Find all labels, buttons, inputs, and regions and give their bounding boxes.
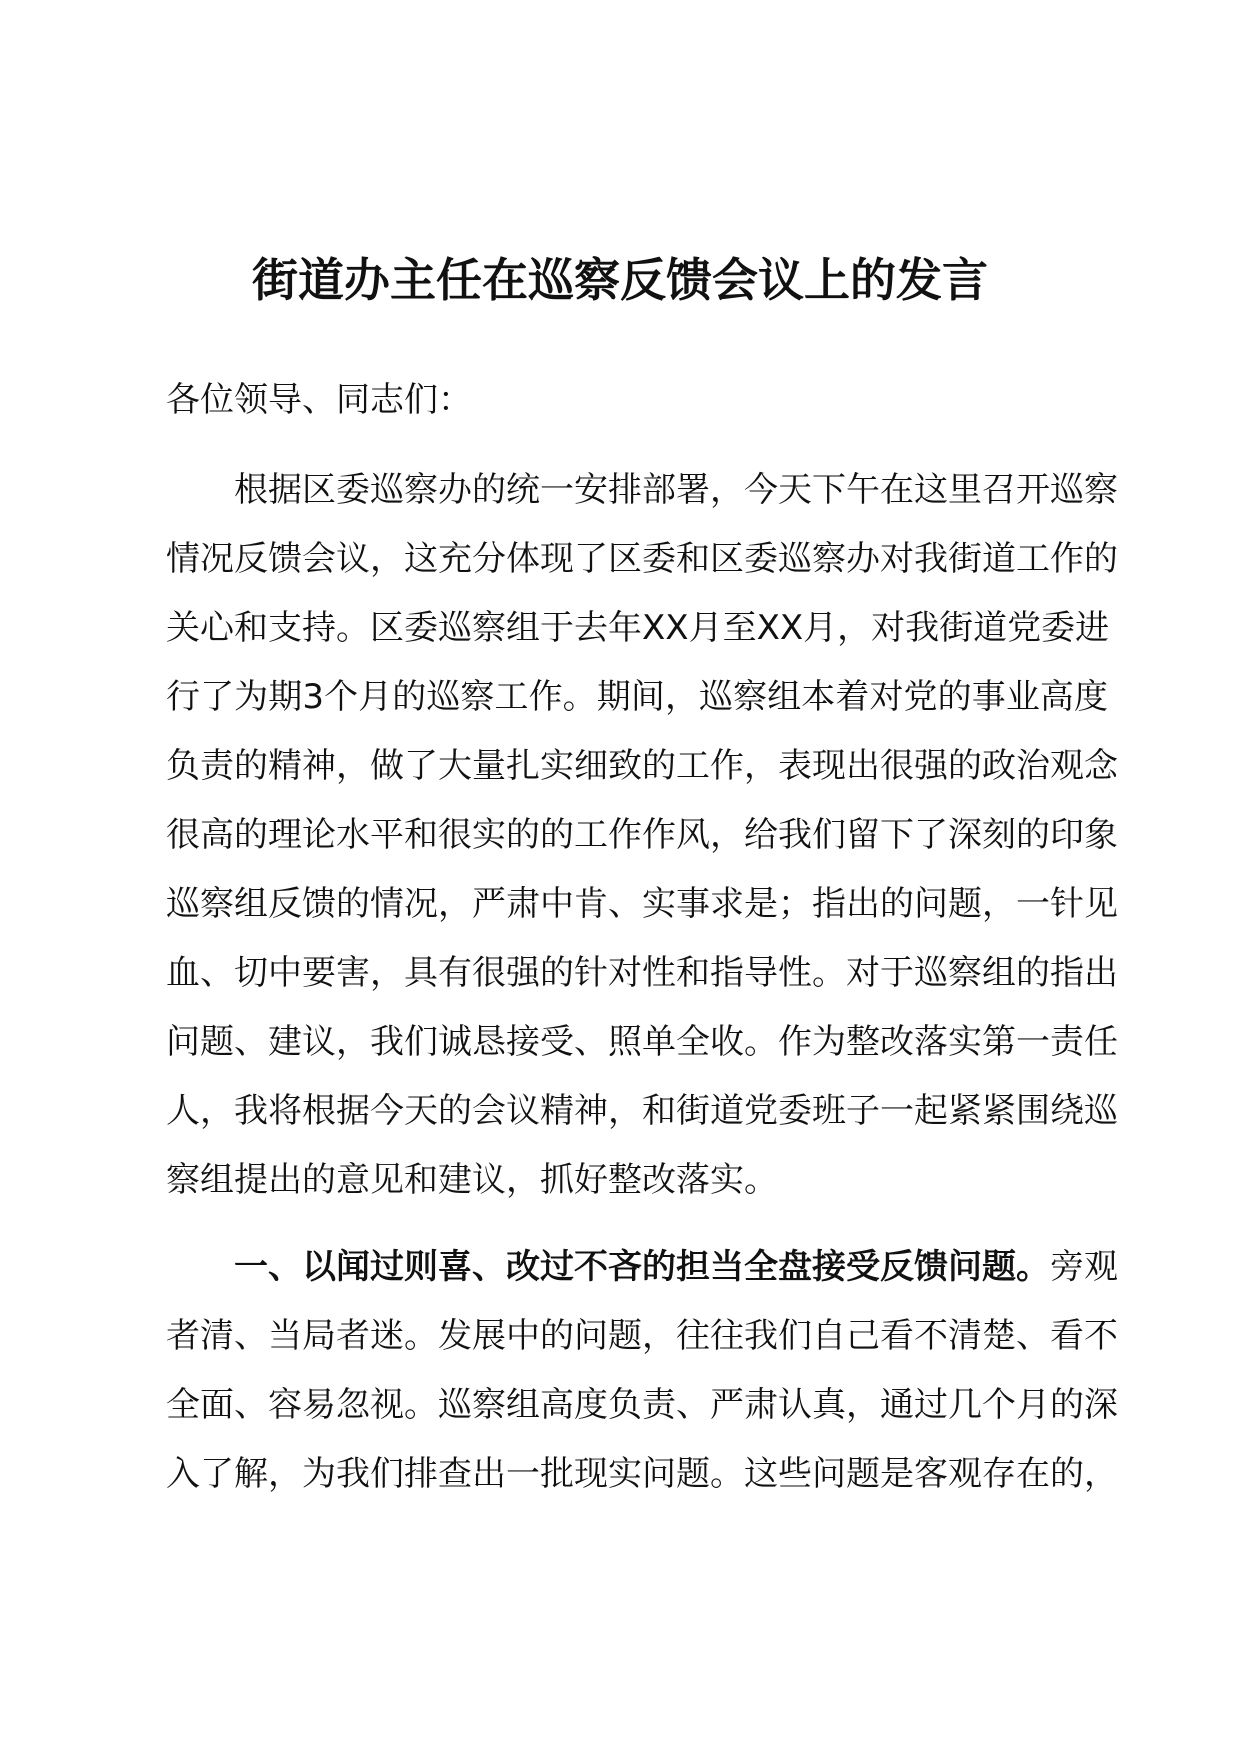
salutation [166,366,1108,435]
paragraph-line: 情况反馈会议，这充分体现了区委和区委巡察办对我街道工作的 [166,539,1118,579]
section-1-first-line [166,1233,1118,1302]
paragraph-1 [166,456,1118,1215]
paragraph-line: 负责的精神，做了大量扎实细致的工作，表现出很强的政治观念 [166,746,1118,786]
paragraph-line: 行了为期3个月的巡察工作。期间，巡察组本着对党的事业高度 [166,677,1108,717]
paragraph-line: 很高的理论水平和很实的的工作作风，给我们留下了深刻的印象 [166,815,1118,855]
section-1-heading-tail: 旁观 [1050,1247,1118,1287]
section-1-heading: 一、以闻过则喜、改过不吝的担当全盘接受反馈问题。 [234,1247,1050,1287]
paragraph-line: 根据区委巡察办的统一安排部署，今天下午在这里召开巡察 [234,470,1118,510]
paragraph-line: 巡察组反馈的情况，严肃中肯、实事求是；指出的问题，一针见 [166,884,1118,924]
paragraph-line: 全面、容易忽视。巡察组高度负责、严肃认真，通过几个月的深 [166,1385,1118,1425]
paragraph-line: 问题、建议，我们诚恳接受、照单全收。作为整改落实第一责任 [166,1022,1118,1062]
paragraph-line: 血、切中要害，具有很强的针对性和指导性。对于巡察组的指出 [166,953,1118,993]
salutation-text: 各位领导、同志们： [166,380,472,420]
paragraph-line: 察组提出的意见和建议，抓好整改落实。 [166,1160,778,1200]
paragraph-line: 入了解，为我们排查出一批现实问题。这些问题是客观存在的， [166,1454,1118,1494]
paragraph-line: 人，我将根据今天的会议精神，和街道党委班子一起紧紧围绕巡 [166,1091,1118,1131]
paragraph-line: 者清、当局者迷。发展中的问题，往往我们自己看不清楚、看不 [166,1316,1118,1356]
section-1 [166,1233,1118,1509]
document-title: 街道办主任在巡察反馈会议上的发言 [252,253,988,307]
paragraph-line: 关心和支持。区委巡察组于去年XX月至XX月，对我街道党委进 [166,608,1110,648]
